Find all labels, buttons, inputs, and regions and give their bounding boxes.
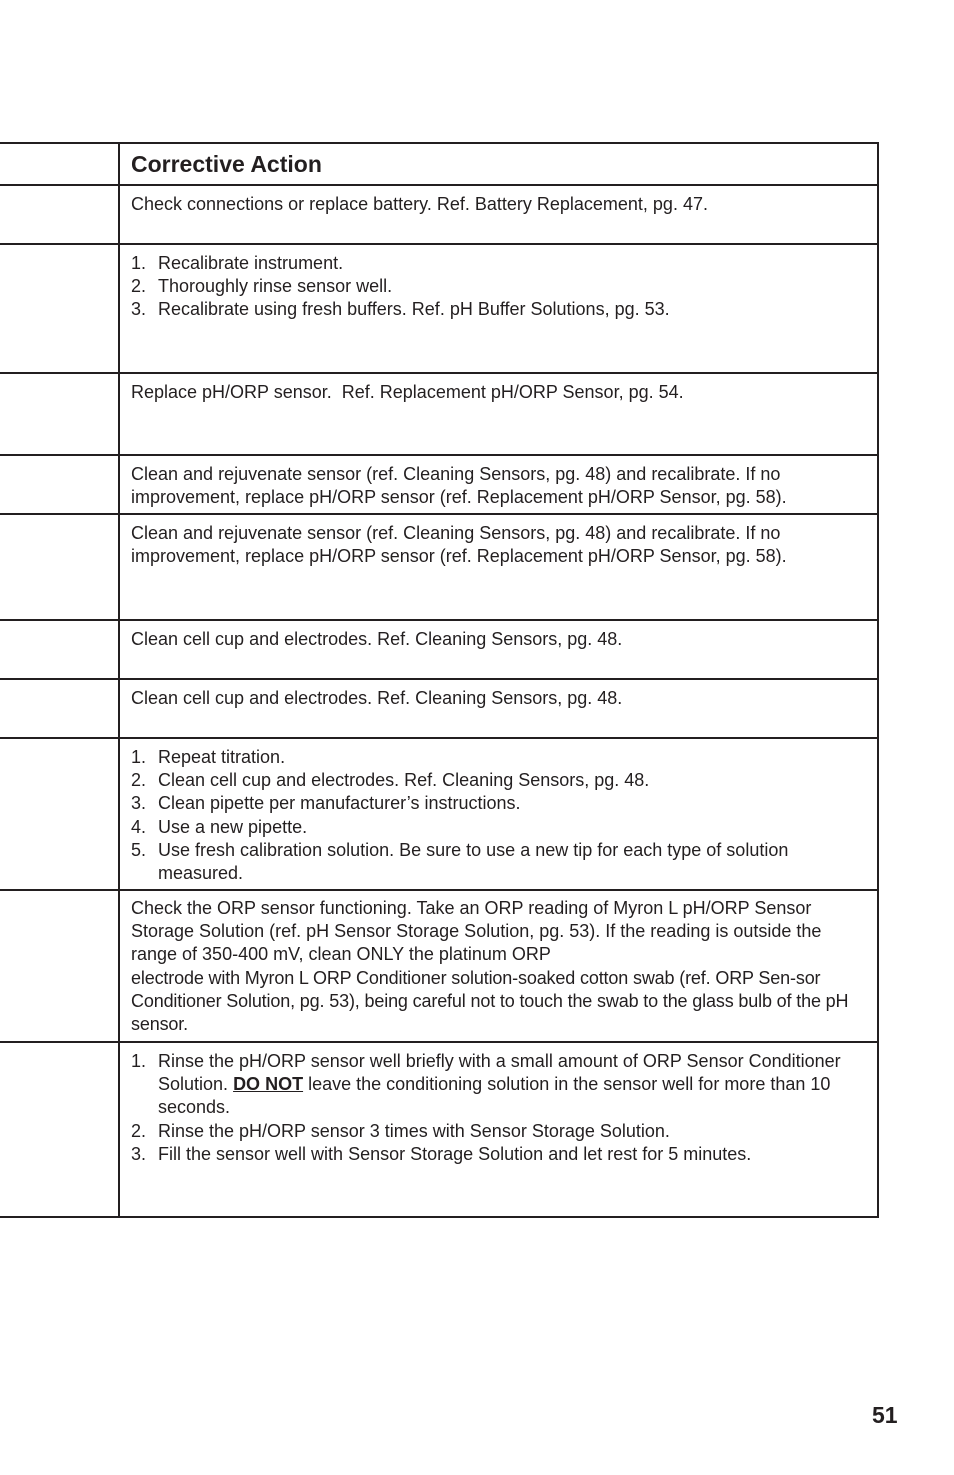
corrective-action-cell: [119, 185, 878, 244]
corrective-action-cell: [119, 620, 878, 679]
warning-emphasis: DO NOT: [233, 1074, 304, 1095]
corrective-action-cell: [119, 514, 878, 620]
step-text: Thoroughly rinse sensor well.: [158, 276, 393, 297]
left-column-cell: [0, 679, 119, 738]
list-item: [131, 792, 865, 815]
list-item: [131, 298, 865, 321]
table-row: [0, 244, 878, 373]
step-text: Recalibrate instrument.: [158, 253, 344, 273]
list-item: [131, 769, 865, 792]
step-number: 1.: [131, 1051, 147, 1071]
table-row: [0, 185, 878, 244]
corrective-action-cell: [119, 738, 878, 890]
action-text: Clean cell cup and electrodes. Ref. Cleaning Sensors, pg. 48.: [131, 629, 623, 649]
list-item: [131, 746, 865, 769]
step-text-part: Rinse the pH/ORP sensor well briefly with a small amount of ORP Sensor Conditioner Solution.: [158, 1051, 841, 1095]
step-text: Fill the sensor well with Sensor Storage Solution and let rest for 5 minutes.: [158, 1143, 752, 1164]
step-text: Use fresh calibration solution. Be sure to use a new tip for each type of solution measured.: [158, 839, 789, 884]
list-item: [131, 1143, 865, 1166]
corrective-action-header: Corrective Action: [119, 143, 878, 185]
left-column-cell: [0, 455, 119, 514]
left-column-cell: [0, 373, 119, 455]
step-text: Rinse the pH/ORP sensor 3 times with Sensor Storage Solution.: [158, 1120, 670, 1141]
step-text-part: leave the conditioning solution in the sensor well for more than 10 seconds.: [158, 1074, 831, 1118]
action-text: Clean and rejuvenate sensor (ref. Cleaning Sensors, pg. 48) and recalibrate. If no improvement, replace pH/ORP sensor (ref. Replacement pH/ORP Sensor, pg. 58).: [131, 523, 787, 567]
steps-list: [131, 1050, 865, 1166]
table-row: [0, 1042, 878, 1217]
action-text: Check connections or replace battery. Ref. Battery Replacement, pg. 47.: [131, 194, 708, 214]
action-text: Check the ORP sensor functioning. Take an ORP reading of Myron L pH/ORP Sensor Storage Solution (ref. pH Sensor Storage Solution, pg. 53). If the reading is outside the range of 350-400 mV, clean ONLY the platinum ORP: [131, 898, 822, 965]
step-text: Clean pipette per manufacturer’s instructions.: [158, 793, 521, 814]
left-column-header: [0, 143, 119, 185]
action-text: Clean and rejuvenate sensor (ref. Cleaning Sensors, pg. 48) and recalibrate. If no improvement, replace pH/ORP sensor (ref. Replacement pH/ORP Sensor, pg. 58).: [131, 464, 787, 508]
step-text: Clean cell cup and electrodes. Ref. Cleaning Sensors, pg. 48.: [158, 770, 650, 791]
action-text: electrode with Myron L ORP Conditioner solution-soaked cotton swab (ref. ORP Sen-sor Conditioner Solution, pg. 53), being careful not to touch the swab to the glass bulb of the pH sensor.: [131, 967, 849, 1035]
step-text: [158, 1050, 865, 1120]
left-column-cell: [0, 185, 119, 244]
table-row: [0, 738, 878, 890]
table-row: [0, 373, 878, 455]
list-item: [131, 252, 865, 275]
step-number: 2.: [131, 1120, 147, 1141]
steps-list: [131, 746, 865, 885]
list-item: [131, 839, 865, 885]
corrective-action-cell: [119, 244, 878, 373]
table-row: [0, 514, 878, 620]
step-number: 3.: [131, 793, 147, 814]
corrective-action-cell: [119, 890, 878, 1042]
left-column-cell: [0, 738, 119, 890]
list-item: [131, 275, 865, 298]
corrective-action-cell: [119, 679, 878, 738]
step-text: Recalibrate using fresh buffers. Ref. pH Buffer Solutions, pg. 53.: [158, 299, 670, 320]
step-number: 4.: [131, 816, 147, 837]
step-number: 3.: [131, 1143, 147, 1164]
list-item: [131, 816, 865, 839]
left-column-cell: [0, 514, 119, 620]
left-column-cell: [0, 244, 119, 373]
steps-list: [131, 252, 865, 322]
list-item: [131, 1120, 865, 1143]
action-text: Clean cell cup and electrodes. Ref. Cleaning Sensors, pg. 48.: [131, 688, 623, 708]
step-text: Repeat titration.: [158, 747, 286, 767]
troubleshooting-table: [0, 142, 879, 1218]
left-column-cell: [0, 890, 119, 1042]
step-number: 5.: [131, 839, 147, 860]
action-text: Replace pH/ORP sensor. Ref. Replacement pH/ORP Sensor, pg. 54.: [131, 382, 684, 402]
step-text: Use a new pipette.: [158, 816, 308, 837]
step-number: 2.: [131, 770, 147, 791]
step-number: 2.: [131, 276, 147, 297]
table-row: [0, 890, 878, 1042]
table-row: [0, 455, 878, 514]
left-column-cell: [0, 1042, 119, 1217]
page-number: 51: [872, 1402, 898, 1428]
corrective-action-cell: [119, 373, 878, 455]
step-number: 3.: [131, 299, 147, 320]
corrective-action-cell: [119, 455, 878, 514]
table-row: [0, 620, 878, 679]
table-row: [0, 679, 878, 738]
list-item: [131, 1050, 865, 1120]
step-number: 1.: [131, 253, 147, 273]
left-column-cell: [0, 620, 119, 679]
table-header-row: [0, 143, 878, 185]
corrective-action-cell: [119, 1042, 878, 1217]
step-number: 1.: [131, 747, 147, 767]
